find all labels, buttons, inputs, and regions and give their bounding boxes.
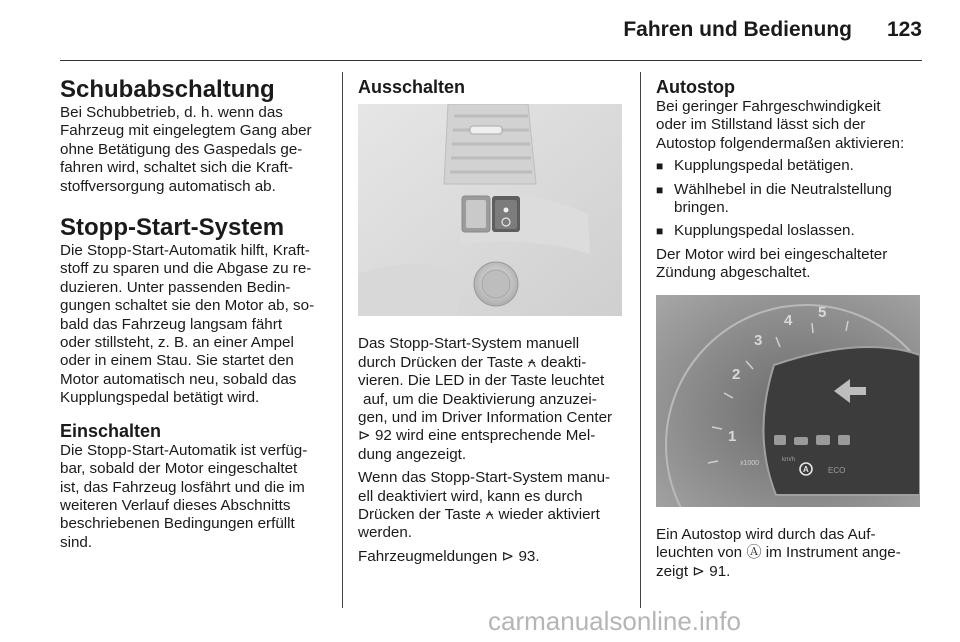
heading-autostop: Autostop	[656, 77, 735, 97]
text-line: ell deaktiviert wird, kann es durch	[358, 487, 583, 505]
text-line: zeigt ⊳ 91.	[656, 562, 731, 580]
text-einschalten	[60, 442, 328, 552]
text-line: Das Stopp-Start-System manuell	[358, 335, 580, 353]
text-autostop-intro	[656, 98, 922, 153]
text-line: Autostop folgendermaßen aktivieren:	[656, 134, 905, 152]
warning-light-icon	[838, 435, 850, 445]
column-divider-1	[342, 72, 343, 608]
heading-schubabschaltung: Schubabschaltung	[60, 76, 275, 103]
instrument-cluster-photo	[656, 295, 920, 507]
text-line: dung angezeigt.	[358, 445, 467, 463]
column-divider-2	[640, 72, 641, 608]
text-line: Bei Schubbetrieb, d. h. wenn das	[60, 104, 283, 121]
text-line: oder im Stillstand lässt sich der	[656, 116, 866, 134]
speed-unit-label: km/h	[782, 456, 796, 463]
page-number: 123	[886, 18, 922, 41]
gauge-number-5: 5	[818, 303, 827, 321]
text-line: Der Motor wird bei eingeschalteter	[656, 245, 888, 263]
text-line: beschriebenen Bedingungen erfüllt	[60, 515, 295, 533]
page-header	[60, 14, 922, 54]
text-line: bald das Fahrzeug langsam fährt	[60, 315, 283, 333]
text-line: Die Stopp-Start-Automatik ist verfüg-	[60, 441, 308, 459]
header-rule	[60, 60, 922, 61]
column-3	[656, 76, 922, 581]
text-fahrzeugmeldungen: Fahrzeugmeldungen ⊳ 93.	[358, 547, 540, 565]
column-1	[60, 76, 328, 552]
gauge-number-1: 1	[728, 427, 737, 445]
text-line: werden.	[358, 524, 413, 542]
heading-einschalten: Einschalten	[60, 420, 162, 441]
warning-light-icon	[774, 435, 786, 445]
list-item: ■ Wählhebel in die Neutralstellung bringen.	[656, 181, 922, 218]
dashboard-switch-photo	[358, 104, 622, 316]
text-line: Kupplungspedal betätigt wird.	[60, 389, 260, 407]
text-line: Wenn das Stopp-Start-System manu-	[358, 469, 611, 487]
text-line: fahren wird, schaltet sich die Kraft-	[60, 159, 293, 177]
text-line: duzieren. Unter passenden Bedin-	[60, 278, 291, 296]
list-item: ■ Kupplungspedal loslassen.	[656, 222, 922, 240]
text-line: auf, um die Deaktivierung anzuzei-	[363, 390, 597, 408]
text-schubabschaltung	[60, 104, 328, 196]
text-line: Ein Autostop wird durch das Auf-	[656, 526, 876, 544]
list-item: ■ Kupplungspedal betätigen.	[656, 157, 922, 175]
text-line: bar, sobald der Motor eingeschaltet	[60, 460, 298, 478]
watermark: carmanualsonline.info	[488, 606, 741, 636]
text-ausschalten	[358, 335, 624, 464]
text-line: gen, und im Driver Information Center	[358, 409, 613, 427]
text-line: leuchten von Ⓐ im Instrument ange-	[656, 544, 901, 562]
gauge-number-4: 4	[784, 311, 793, 329]
text-line: oder in einem Stau. Sie startet den	[60, 352, 294, 370]
text-line: ist, das Fahrzeug losfährt und die im	[60, 478, 305, 496]
text-line: Die Stopp-Start-Automatik hilft, Kraft-	[60, 242, 310, 260]
text-line: Drücken der Taste ⍲ wieder aktiviert	[358, 506, 600, 524]
eco-label: ECO	[828, 465, 846, 475]
gauge-number-2: 2	[732, 365, 741, 383]
text-line: oder stillsteht, z. B. an einer Ampel	[60, 334, 294, 352]
text-line: Motor automatisch neu, sobald das	[60, 370, 297, 388]
heading-stopp-start: Stopp-Start-System	[60, 214, 285, 242]
text-reaktivieren	[358, 469, 624, 543]
text-line: stoff zu sparen und die Abgase zu re-	[60, 260, 312, 278]
text-line: Zündung abgeschaltet.	[656, 264, 811, 282]
autostop-steps	[656, 157, 922, 241]
text-line: vieren. Die LED in der Taste leuchtet	[358, 372, 605, 390]
text-line: sind.	[60, 533, 93, 551]
gauge-number-3: 3	[754, 331, 763, 349]
text-line: weiteren Verlauf dieses Abschnitts	[60, 496, 291, 514]
text-line: durch Drücken der Taste ⍲ deakti-	[358, 353, 587, 371]
text-line: gungen schaltet sie den Motor ab, so-	[60, 297, 315, 315]
battery-icon	[816, 435, 830, 445]
text-line: Bei geringer Fahrgeschwindigkeit	[656, 98, 881, 115]
text-line: ⊳ 92 wird eine entsprechende Mel-	[358, 427, 596, 445]
column-2	[358, 76, 624, 566]
gauge-rpm-label: x1000	[740, 459, 760, 467]
oil-icon	[794, 437, 808, 445]
text-line: ohne Betätigung des Gaspedals ge-	[60, 140, 303, 158]
text-autostop-anzeige	[656, 526, 922, 581]
text-motor-abgeschaltet	[656, 246, 922, 283]
heading-ausschalten: Ausschalten	[358, 77, 466, 97]
text-line: Fahrzeug mit eingelegtem Gang aber	[60, 122, 312, 140]
text-stopp-start	[60, 242, 328, 408]
header-title: Fahren und Bedienung	[623, 18, 852, 41]
autostop-indicator-letter: A	[803, 464, 809, 474]
text-line: stoffversorgung automatisch ab.	[60, 177, 276, 195]
